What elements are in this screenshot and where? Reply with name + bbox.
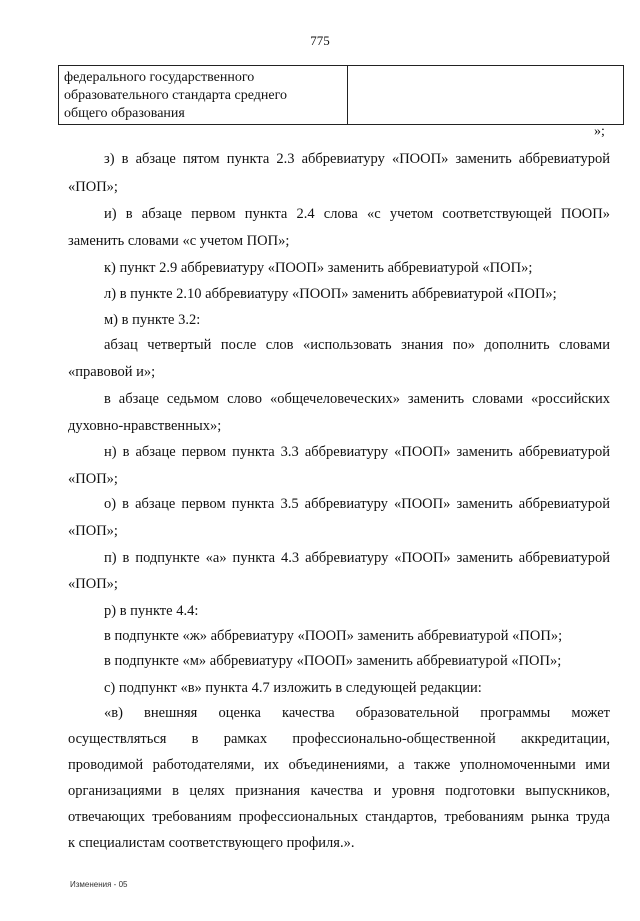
para-line: проводимой работодателями, их объединениями, а также уполномоченными ими (68, 757, 610, 773)
para-line: и) в абзаце первом пункта 2.4 слова «с учетом соответствующей ПООП» (104, 206, 610, 222)
para-line: осуществляться в рамках профессионально-общественной аккредитации, (68, 731, 610, 747)
para-line: «в) внешняя оценка качества образовательной программы может (104, 705, 610, 721)
para-line: о) в абзаце первом пункта 3.5 аббревиатуру «ПООП» заменить аббревиатурой (104, 496, 610, 512)
para-line: в абзаце седьмом слово «общечеловеческих» заменить словами «российских (104, 391, 610, 407)
para-line: л) в пункте 2.10 аббревиатуру «ПООП» заменить аббревиатурой «ПОП»; (104, 286, 557, 302)
para-line: абзац четвертый после слов «использовать знания по» дополнить словами (104, 337, 610, 353)
table-cell-line: общего образования (64, 106, 185, 121)
para-line: «ПОП»; (68, 523, 118, 539)
para-line: духовно-нравственных»; (68, 418, 222, 434)
para-line: п) в подпункте «а» пункта 4.3 аббревиатуру «ПООП» заменить аббревиатурой (104, 550, 610, 566)
page-number: 775 (310, 33, 330, 48)
para-line: организациями в целях признания качества и уровня подготовки выпускников, (68, 783, 610, 799)
closing-mark: »; (594, 124, 605, 139)
table-cell-right (348, 66, 623, 124)
para-line: «правовой и»; (68, 364, 156, 380)
footer-label: Изменения - 05 (70, 880, 128, 889)
table-cell-line: образовательного стандарта среднего (64, 88, 287, 103)
para-line: к) пункт 2.9 аббревиатуру «ПООП» заменить аббревиатурой «ПОП»; (104, 260, 533, 276)
table-cell-line: федерального государственного (64, 70, 255, 85)
para-line: з) в абзаце пятом пункта 2.3 аббревиатуру «ПООП» заменить аббревиатурой (104, 151, 610, 167)
header-table (58, 65, 624, 125)
para-line: с) подпункт «в» пункта 4.7 изложить в следующей редакции: (104, 680, 482, 696)
para-line: р) в пункте 4.4: (104, 603, 199, 619)
para-line: заменить словами «с учетом ПОП»; (68, 233, 290, 249)
table-cell-left (59, 66, 348, 124)
para-line: «ПОП»; (68, 576, 118, 592)
para-line: к специалистам соответствующего профиля.». (68, 835, 355, 851)
para-line: «ПОП»; (68, 179, 118, 195)
para-line: отвечающих требованиям профессиональных стандартов, требованиям рынка труда (68, 809, 610, 825)
para-line: м) в пункте 3.2: (104, 312, 201, 328)
para-line: «ПОП»; (68, 471, 118, 487)
para-line: в подпункте «м» аббревиатуру «ПООП» заменить аббревиатурой «ПОП»; (104, 653, 562, 669)
para-line: н) в абзаце первом пункта 3.3 аббревиатуру «ПООП» заменить аббревиатурой (104, 444, 610, 460)
para-line: в подпункте «ж» аббревиатуру «ПООП» заменить аббревиатурой «ПОП»; (104, 628, 563, 644)
